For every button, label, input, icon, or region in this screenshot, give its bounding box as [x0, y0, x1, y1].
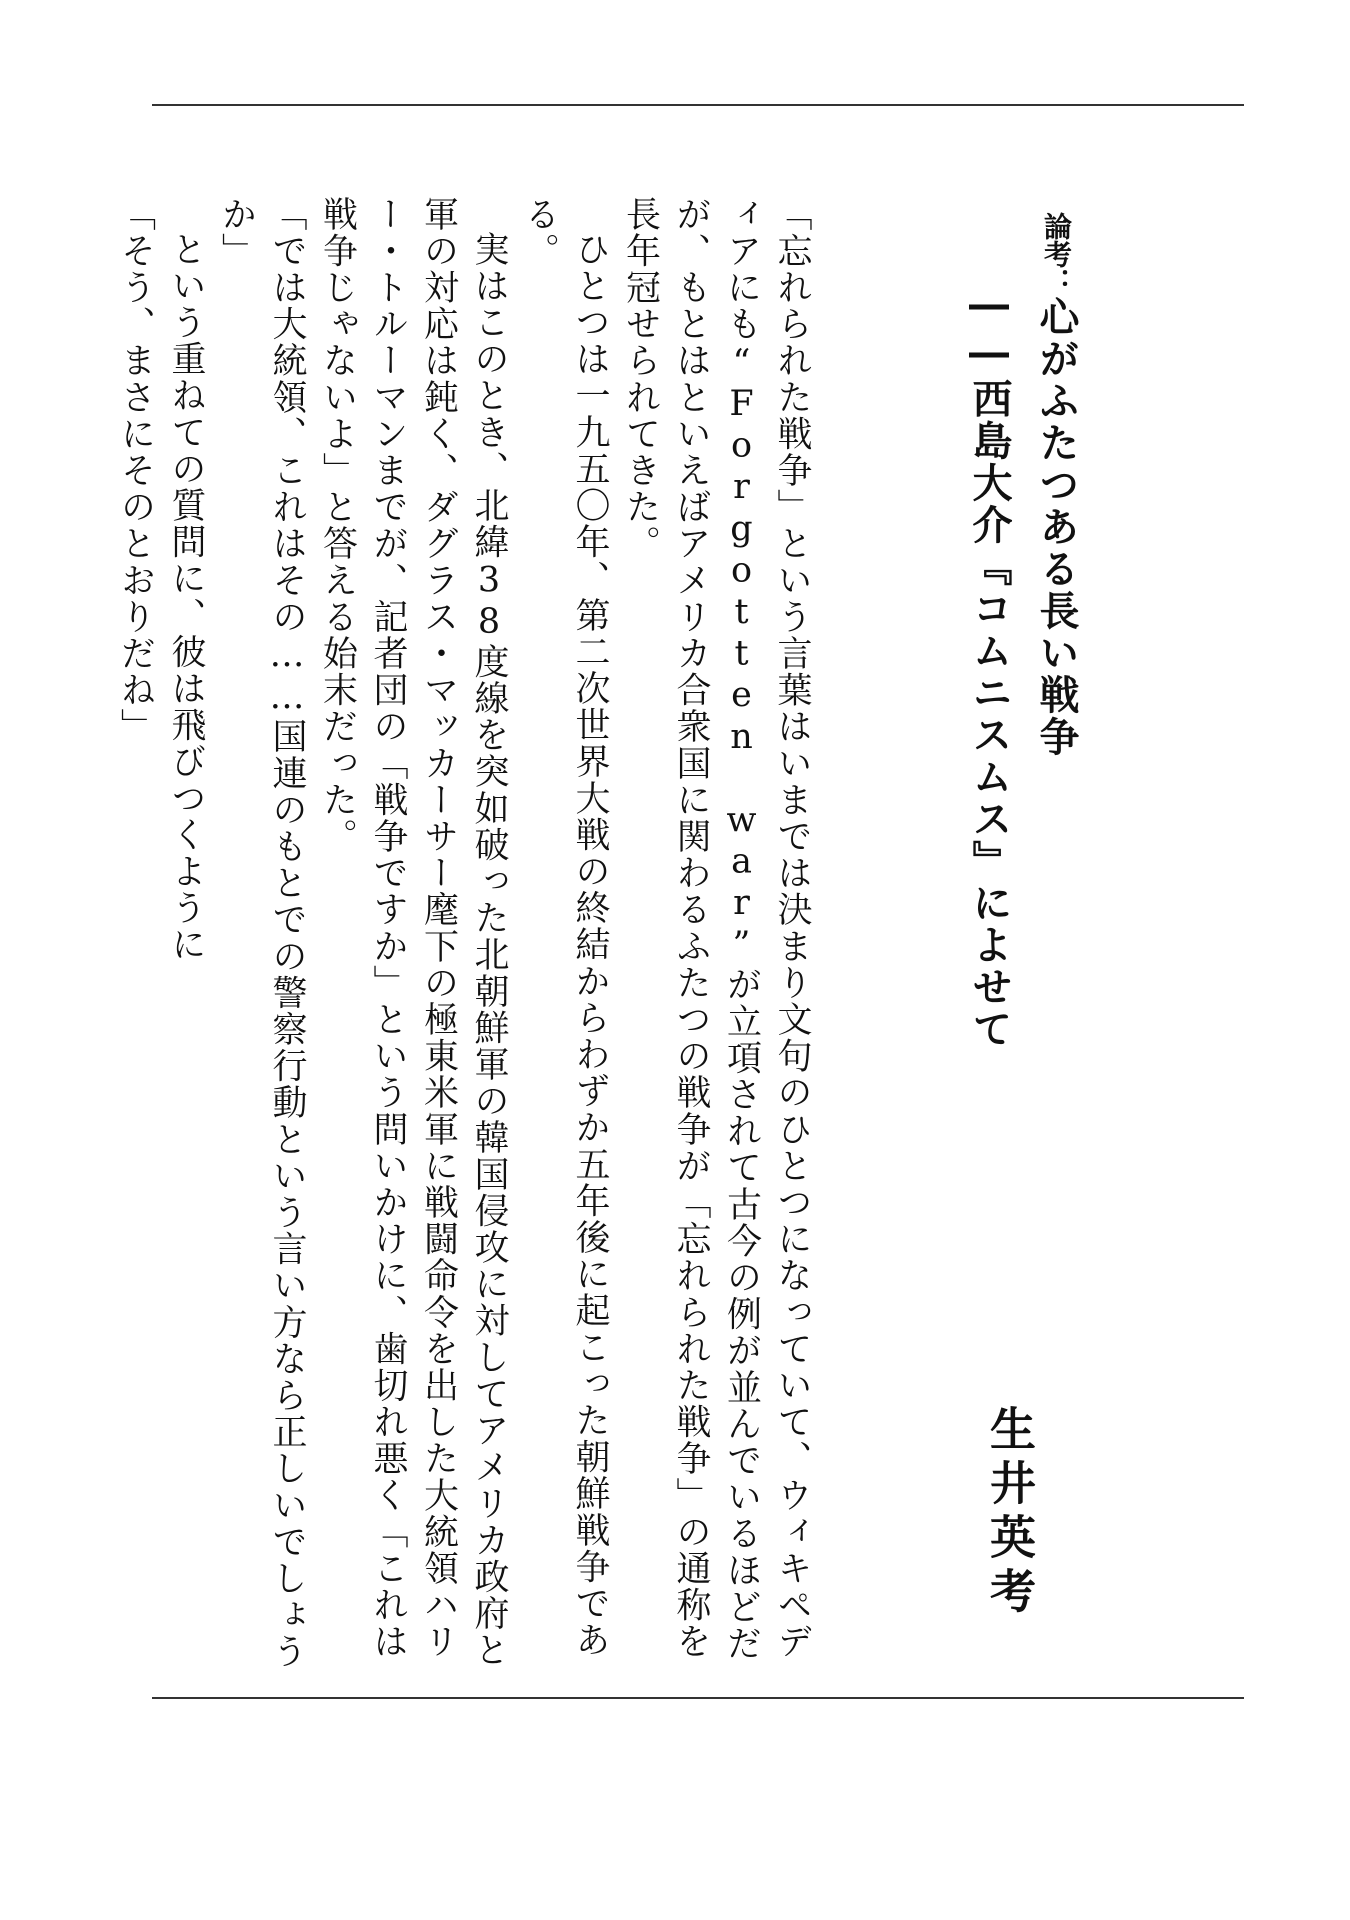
title-area [945, 212, 1095, 1112]
bottom-rule [152, 1697, 1244, 1699]
paragraph: 「では大統領、これはその……国連のもとでの警察行動という言い方なら正しいでしょうか」 [216, 196, 307, 1670]
paragraph: 「そう、まさにそのとおりだね」 [115, 196, 156, 745]
paragraph: という重ねての質問に、彼は飛びつくように [166, 231, 206, 963]
article-title [1017, 212, 1095, 1112]
author-name: 生井英考 [983, 1405, 1037, 1621]
top-rule [152, 104, 1244, 106]
paragraph: 「忘れられた戦争」という言葉はいまでは決まり文句のひとつになっていて、ウィキペディアにも“Forgotten war”が立項されて古今の例が並んでいるほどだが、もとはといえばアメリカ合衆国に関わるふたつの戦争が「忘れられた戦争」の通称を長年冠せられてきた。 [620, 196, 812, 1662]
article-title-text: 心がふたつある長い戦争 [1033, 296, 1079, 758]
article-subtitle: ――西島大介『コムニスムス』によせて [966, 282, 1012, 1050]
article-label: 論考： [1040, 212, 1073, 296]
paragraph: ひとつは一九五〇年、第二次世界大戦の終結からわずか五年後に起こった朝鮮戦争である。 [519, 196, 610, 1659]
paragraph: 実はこのとき、北緯38度線を突如破った北朝鮮軍の韓国侵攻に対してアメリカ政府と軍の対応は鈍く、ダグラス・マッカーサー麾下の極東米軍に戦闘命令を出した大統領ハリー・トルーマンまでが、記者団の「戦争ですか」という問いかけに、歯切れ悪く「これは戦争じゃないよ」と答える始末だった。 [317, 196, 509, 1669]
body-text [115, 196, 817, 1686]
